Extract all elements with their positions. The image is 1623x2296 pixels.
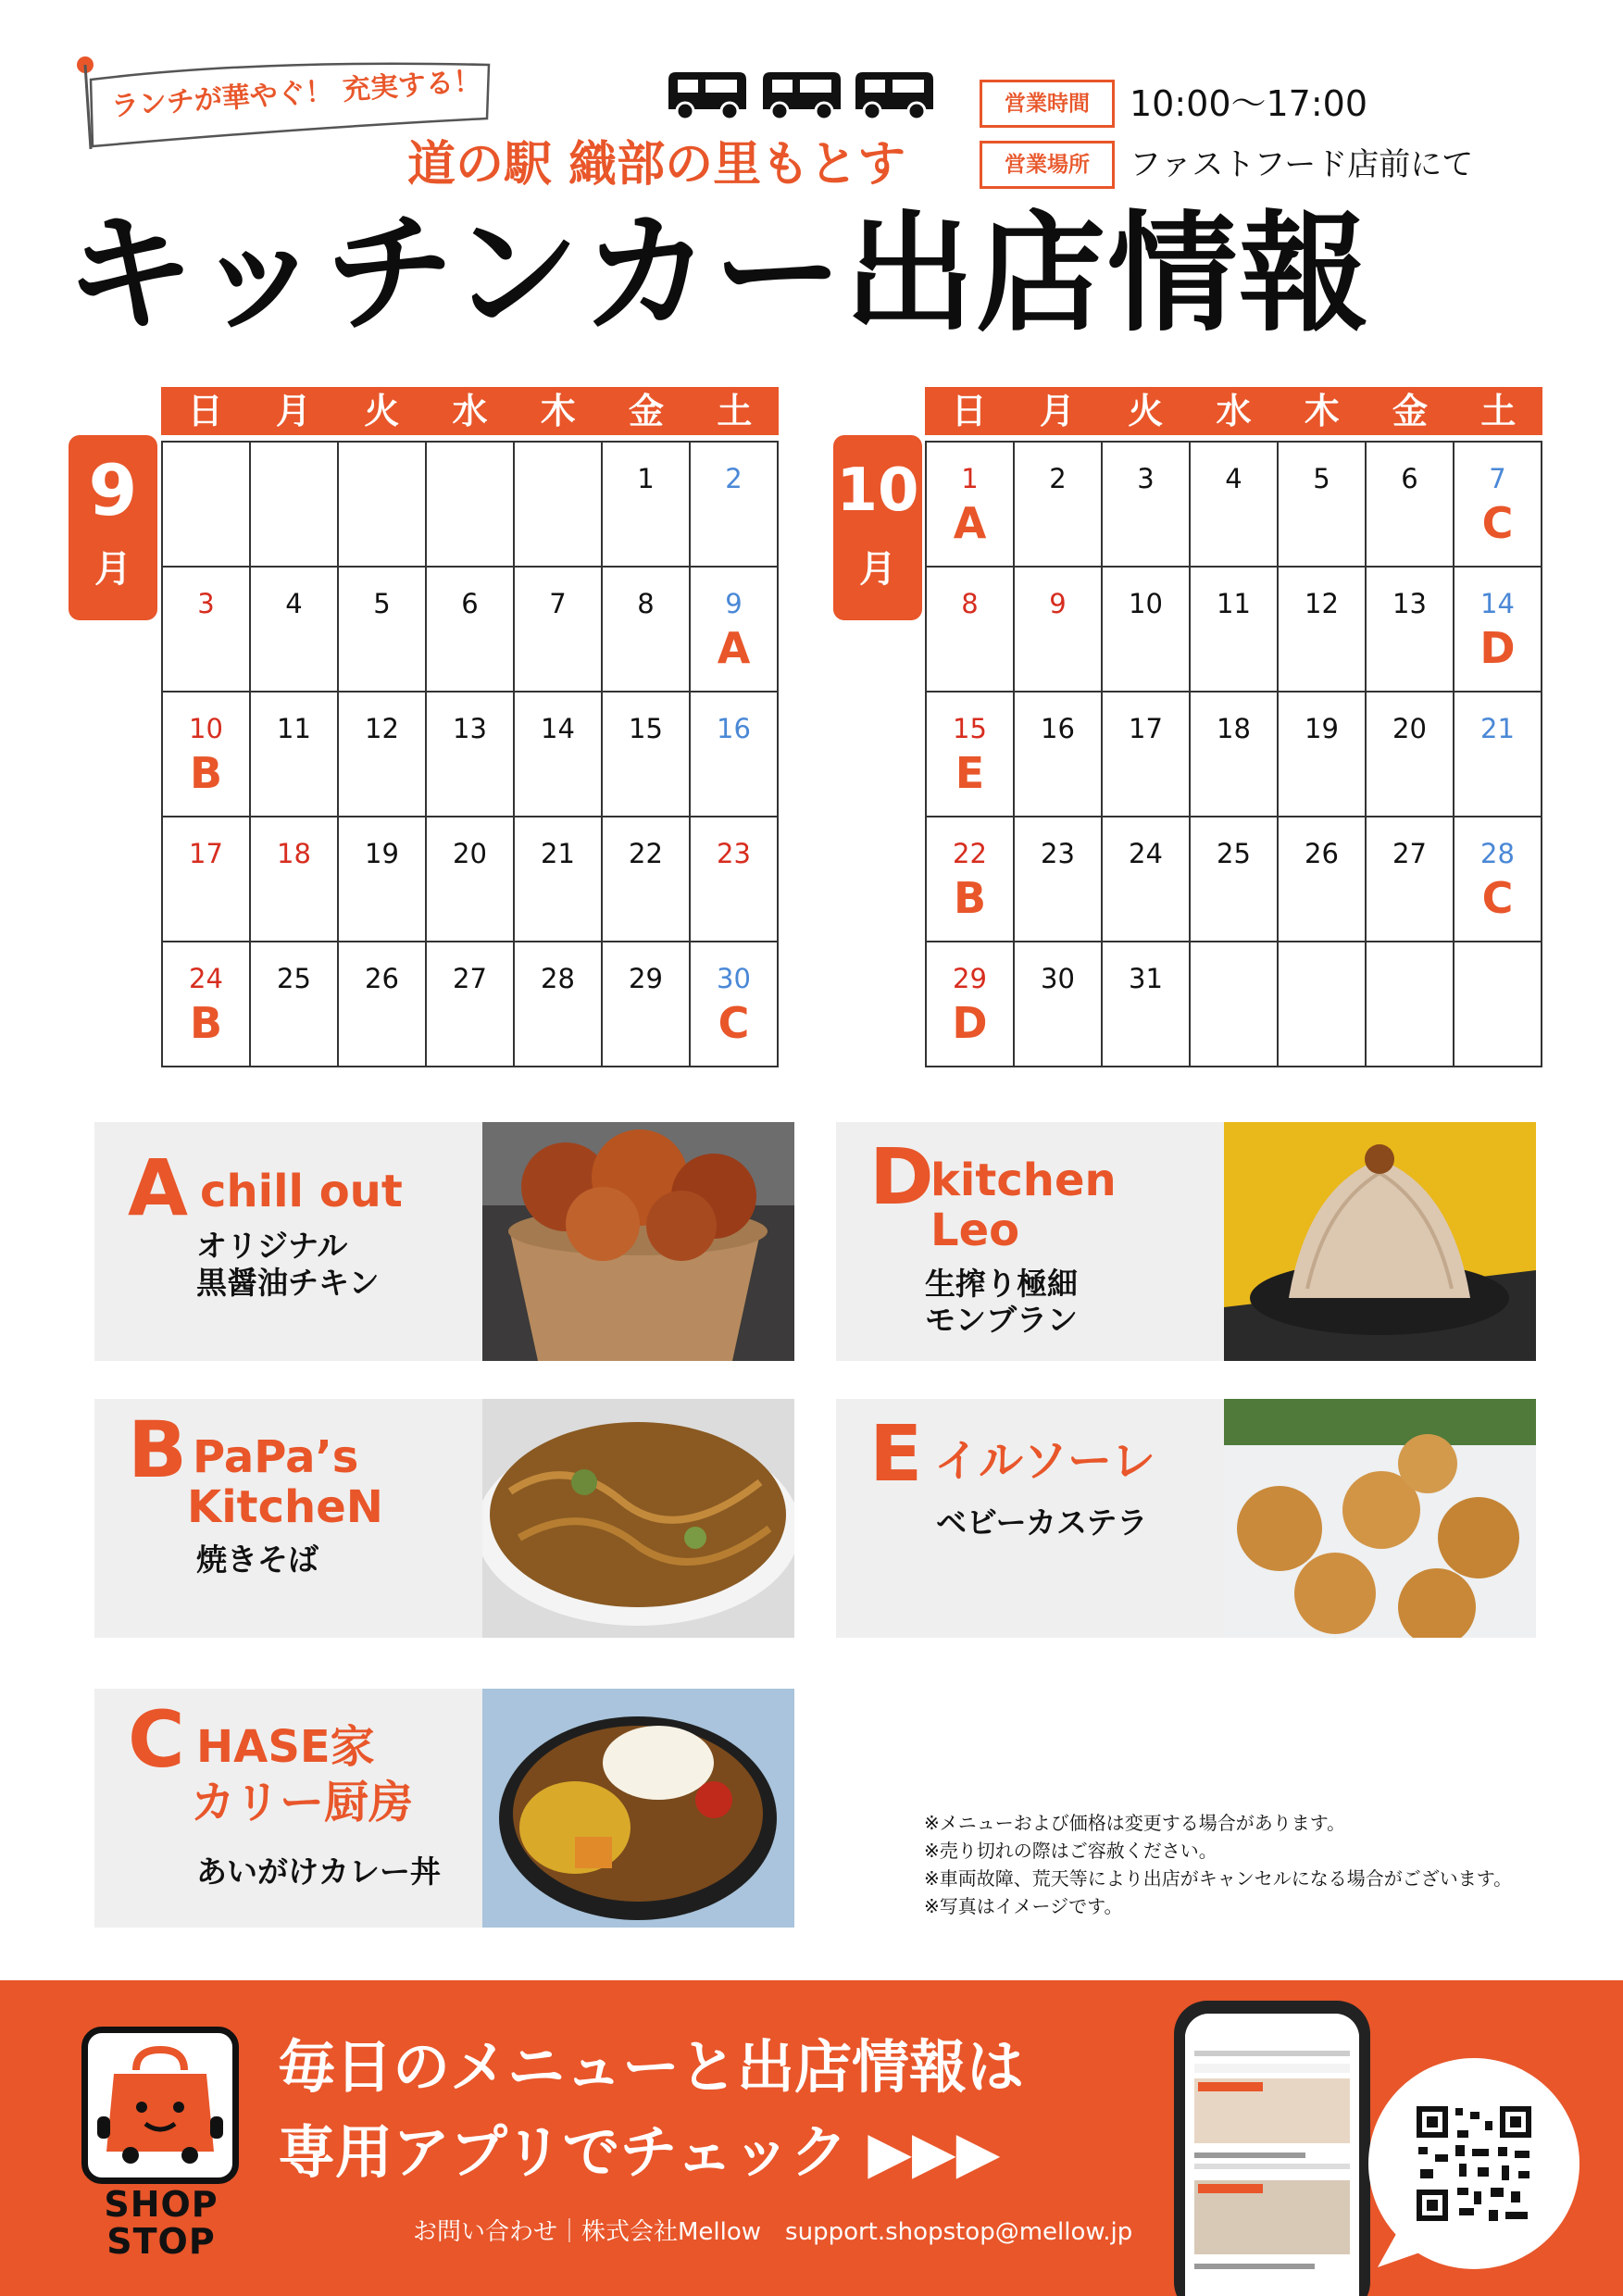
day-number: 16 [717, 713, 751, 744]
app-screenshot [1185, 2014, 1359, 2296]
calendar-grid [925, 441, 1542, 1067]
day-number: 31 [1129, 963, 1163, 994]
vendor-card-e [836, 1399, 1536, 1638]
calendar-day-cell [1454, 443, 1542, 568]
contact-info: お問い合わせ｜株式会社Mellow support.shopstop@mellow.jp [413, 2218, 1133, 2246]
calendar-september [161, 387, 779, 1067]
vendor-name: kitchen [930, 1154, 1117, 1206]
yakisoba-photo [482, 1399, 794, 1638]
calendar-day-cell [927, 817, 1015, 942]
weekday-label: 月 [1039, 391, 1075, 431]
vendor-menu: 生搾り極細 [925, 1266, 1078, 1302]
footer-banner [0, 1980, 1623, 2296]
calendar-day-cell [1279, 693, 1367, 817]
vendor-menu: あいがけカレー丼 [196, 1853, 441, 1890]
note-line: ※写真はイメージです。 [924, 1895, 1123, 1917]
note-line: ※車両故障、荒天等により出店がキャンセルになる場合がございます。 [924, 1867, 1513, 1890]
vendor-name: HASE家 [196, 1721, 375, 1773]
vendor-code: E [955, 748, 985, 798]
day-number: 2 [725, 463, 743, 494]
day-number: 8 [961, 588, 979, 619]
weekday-label: 金 [1392, 391, 1429, 431]
vendor-code: D [1479, 623, 1516, 673]
notes [924, 1809, 1591, 1920]
calendar-day-cell [691, 942, 779, 1067]
month-number: 9 [88, 449, 138, 531]
calendar-day-cell [1191, 817, 1279, 942]
vendor-card-a [94, 1122, 794, 1361]
calendar-day-cell [1015, 443, 1103, 568]
place-value: ファストフード店前にて [1130, 146, 1474, 183]
calendar-day-cell [1279, 942, 1367, 1067]
calendar-day-cell [927, 693, 1015, 817]
weekday-label: 金 [629, 391, 665, 431]
vendor-menu: ベビーカステラ [936, 1504, 1148, 1541]
month-kanji: 月 [94, 548, 131, 591]
flag-slogan: ランチが華やぐ！ 充実する！ [109, 65, 482, 123]
weekday-header [925, 387, 1542, 435]
day-number: 24 [1129, 838, 1163, 869]
vendor-name: KitcheN [187, 1481, 383, 1533]
day-number: 27 [453, 963, 487, 994]
day-number: 1 [961, 463, 979, 494]
vendor-code: A [717, 623, 751, 673]
day-number: 23 [1041, 838, 1075, 869]
calendar-day-cell [691, 443, 779, 568]
calendar-day-cell [427, 817, 515, 942]
note-line: ※メニューおよび価格は変更する場合があります。 [924, 1812, 1346, 1834]
day-number: 27 [1392, 838, 1427, 869]
food-truck-icon-group [665, 70, 935, 122]
hours-label: 営業時間 [980, 80, 1115, 128]
day-number: 15 [953, 713, 987, 744]
calendar-day-cell [163, 693, 251, 817]
vendor-letter: B [128, 1404, 188, 1495]
calendar-day-cell [1454, 568, 1542, 693]
calendar-day-cell [1367, 817, 1454, 942]
day-number: 3 [197, 588, 215, 619]
vendor-code: B [189, 998, 223, 1048]
vendor-code: B [189, 748, 223, 798]
vendor-card-b [94, 1399, 794, 1638]
calendar-day-cell [1191, 942, 1279, 1067]
day-number: 29 [629, 963, 663, 994]
calendar-day-cell [163, 942, 251, 1067]
calendar-day-cell [927, 443, 1015, 568]
day-number: 30 [717, 963, 751, 994]
calendar-day-cell [163, 568, 251, 693]
vendor-code: A [953, 498, 987, 548]
calendar-day-cell [1454, 942, 1542, 1067]
phone-mockup [1174, 2001, 1370, 2296]
calendar-day-cell [427, 568, 515, 693]
day-number: 26 [1305, 838, 1339, 869]
calendar-day-cell [251, 942, 339, 1067]
month-tab-september [69, 435, 157, 620]
calendar-day-cell [339, 693, 427, 817]
day-number: 13 [1392, 588, 1427, 619]
logo-line: STOP [106, 2221, 216, 2262]
day-number: 19 [1305, 713, 1339, 744]
vendor-name: イルソーレ [934, 1435, 1156, 1487]
day-number: 24 [189, 963, 223, 994]
calendar-day-cell [339, 568, 427, 693]
weekday-label: 日 [187, 391, 223, 431]
qr-speech-bubble [1368, 2058, 1579, 2269]
vendor-letter: D [869, 1131, 934, 1222]
shopping-bag-face-icon [88, 2033, 232, 2177]
weekday-header [161, 387, 779, 435]
place-label: 営業場所 [980, 141, 1115, 189]
calendar-day-cell [427, 443, 515, 568]
calendar-day-cell [251, 693, 339, 817]
calendar-day-cell [1103, 942, 1191, 1067]
day-number: 22 [953, 838, 987, 869]
calendar-day-cell [1367, 942, 1454, 1067]
day-number: 23 [717, 838, 751, 869]
calendar-day-cell [251, 568, 339, 693]
day-number: 29 [953, 963, 987, 994]
vendor-code: C [1481, 498, 1514, 548]
calendar-day-cell [515, 443, 603, 568]
day-number: 9 [1049, 588, 1067, 619]
calendar-day-cell [251, 817, 339, 942]
vendor-menu: 焼きそば [196, 1541, 318, 1578]
mont-blanc-photo [1224, 1122, 1536, 1361]
calendar-day-cell [1015, 568, 1103, 693]
weekday-label: 月 [275, 391, 311, 431]
day-number: 10 [189, 713, 223, 744]
day-number: 21 [1480, 713, 1515, 744]
day-number: 12 [365, 713, 399, 744]
food-truck-icon [763, 72, 841, 119]
day-number: 11 [277, 713, 311, 744]
day-number: 28 [1480, 838, 1515, 869]
day-number: 22 [629, 838, 663, 869]
weekday-label: 火 [364, 391, 400, 431]
qr-code-icon [1368, 2058, 1579, 2269]
day-number: 17 [189, 838, 223, 869]
day-number: 25 [1217, 838, 1251, 869]
day-number: 7 [549, 588, 567, 619]
calendar-day-cell [1191, 693, 1279, 817]
day-number: 4 [285, 588, 303, 619]
day-number: 4 [1225, 463, 1242, 494]
vendor-card-c [94, 1689, 794, 1928]
weekday-label: 日 [951, 391, 987, 431]
calendar-grid [161, 441, 779, 1067]
day-number: 28 [541, 963, 575, 994]
calendar-day-cell [339, 443, 427, 568]
food-truck-icon [855, 72, 933, 119]
app-screen-illustration [1185, 2014, 1359, 2296]
calendar-day-cell [1279, 568, 1367, 693]
calendar-day-cell [1191, 568, 1279, 693]
calendar-day-cell [251, 443, 339, 568]
weekday-label: 火 [1128, 391, 1164, 431]
calendar-day-cell [927, 568, 1015, 693]
weekday-label: 木 [540, 391, 576, 431]
calendar-day-cell [603, 568, 691, 693]
day-number: 26 [365, 963, 399, 994]
day-number: 6 [461, 588, 479, 619]
calendar-day-cell [1015, 817, 1103, 942]
calendar-day-cell [163, 443, 251, 568]
calendar-day-cell [603, 443, 691, 568]
vendor-name: chill out [200, 1166, 403, 1217]
calendar-october [925, 387, 1542, 1067]
calendar-day-cell [515, 568, 603, 693]
day-number: 2 [1049, 463, 1067, 494]
baby-castella-photo [1224, 1399, 1536, 1638]
vendor-name: Leo [930, 1204, 1020, 1256]
calendar-day-cell [515, 942, 603, 1067]
day-number: 17 [1129, 713, 1163, 744]
calendar-day-cell [339, 942, 427, 1067]
weekday-label: 水 [1216, 391, 1252, 431]
day-number: 9 [725, 588, 743, 619]
day-number: 14 [541, 713, 575, 744]
day-number: 1 [637, 463, 655, 494]
calendar-day-cell [1103, 443, 1191, 568]
day-number: 13 [453, 713, 487, 744]
day-number: 30 [1041, 963, 1075, 994]
vendor-code: B [953, 873, 987, 923]
footer-headline: 毎日のメニューと出店情報は [278, 2033, 1025, 2101]
calendar-day-cell [339, 817, 427, 942]
day-number: 21 [541, 838, 575, 869]
calendar-day-cell [1015, 693, 1103, 817]
day-number: 6 [1401, 463, 1418, 494]
hours-value: 10:00～17:00 [1130, 83, 1368, 124]
calendar-day-cell [1279, 817, 1367, 942]
vendor-name: PaPa’s [193, 1431, 359, 1483]
calendar-day-cell [427, 942, 515, 1067]
calendar-day-cell [1367, 568, 1454, 693]
month-tab-october [833, 435, 922, 620]
calendar-day-cell [1191, 443, 1279, 568]
calendar-day-cell [515, 693, 603, 817]
curry-bowl-photo [482, 1689, 794, 1928]
day-number: 15 [629, 713, 663, 744]
vendor-menu: 黒醤油チキン [196, 1265, 380, 1301]
calendar-day-cell [603, 817, 691, 942]
day-number: 16 [1041, 713, 1075, 744]
vendor-menu: モンブラン [925, 1302, 1078, 1338]
day-number: 25 [277, 963, 311, 994]
weekday-label: 水 [452, 391, 488, 431]
vendor-card-d [836, 1122, 1536, 1361]
weekday-label: 土 [1480, 391, 1517, 431]
note-line: ※売り切れの際はご容赦ください。 [924, 1840, 1217, 1862]
footer-subheadline: 専用アプリでチェック ▶▶▶ [278, 2118, 1001, 2186]
calendar-day-cell [515, 817, 603, 942]
day-number: 5 [373, 588, 391, 619]
day-number: 7 [1489, 463, 1506, 494]
vendor-letter: E [869, 1408, 923, 1499]
day-number: 20 [453, 838, 487, 869]
calendar-day-cell [1367, 443, 1454, 568]
fried-chicken-photo [482, 1122, 794, 1361]
shop-stop-logo [81, 2027, 239, 2184]
logo-wordmark [78, 2186, 244, 2260]
vendor-name: カリー厨房 [191, 1777, 414, 1828]
calendar-day-cell [1103, 817, 1191, 942]
calendar-day-cell [1454, 693, 1542, 817]
day-number: 12 [1305, 588, 1339, 619]
vendor-letter: C [128, 1694, 185, 1785]
calendar-day-cell [1103, 568, 1191, 693]
day-number: 10 [1129, 588, 1163, 619]
calendar-day-cell [691, 817, 779, 942]
food-truck-icon [668, 72, 746, 119]
day-number: 11 [1217, 588, 1251, 619]
vendor-menu: オリジナル [196, 1228, 348, 1264]
logo-line: SHOP [104, 2184, 218, 2225]
calendar-day-cell [691, 568, 779, 693]
day-number: 14 [1480, 588, 1515, 619]
month-number: 10 [836, 456, 919, 525]
calendar-day-cell [1279, 443, 1367, 568]
vendor-code: C [1481, 873, 1514, 923]
calendar-day-cell [603, 693, 691, 817]
calendar-day-cell [163, 817, 251, 942]
calendar-day-cell [427, 693, 515, 817]
day-number: 18 [1217, 713, 1251, 744]
day-number: 20 [1392, 713, 1427, 744]
calendar-day-cell [1454, 817, 1542, 942]
calendar-day-cell [603, 942, 691, 1067]
day-number: 3 [1137, 463, 1155, 494]
vendor-letter: A [128, 1142, 189, 1233]
vendor-code: C [718, 998, 750, 1048]
month-kanji: 月 [859, 548, 896, 591]
calendar-day-cell [1367, 693, 1454, 817]
venue-name: 道の駅 織部の里もとす [407, 137, 906, 193]
calendar-day-cell [1015, 942, 1103, 1067]
calendar-day-cell [691, 693, 779, 817]
day-number: 8 [637, 588, 655, 619]
day-number: 19 [365, 838, 399, 869]
calendar-day-cell [1103, 693, 1191, 817]
vendor-code: D [952, 998, 988, 1048]
page-title: キッチンカー出店情報 [65, 199, 1371, 350]
weekday-label: 土 [717, 391, 753, 431]
calendar-day-cell [927, 942, 1015, 1067]
day-number: 18 [277, 838, 311, 869]
weekday-label: 木 [1304, 391, 1340, 431]
day-number: 5 [1313, 463, 1330, 494]
